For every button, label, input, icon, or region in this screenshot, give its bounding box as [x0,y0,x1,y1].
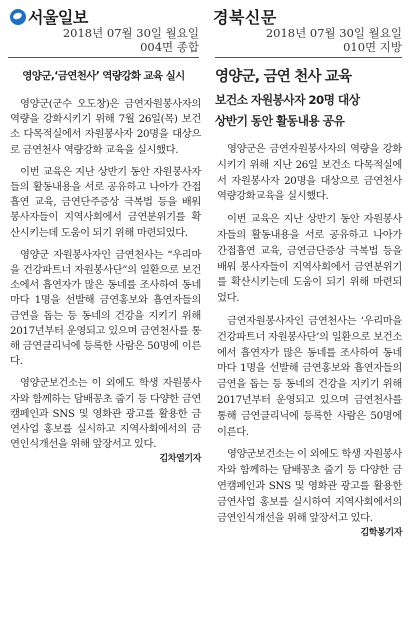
article-headline: 영양군, 금연 천사 교육 [215,69,352,85]
article-body [207,142,410,539]
article-body [0,97,207,465]
page-section: 004면 종합 [140,40,199,54]
paragraph [217,447,402,539]
paragraph: 이번 교육은 지난 상반기 동안 자원봉사자들의 활동내용을 서로 공유하고 나아가 간접흡연 교육, 금연단주증상 극복법 등을 배워 봉사자들이 지역사회에서 금연분위기를 확산시키는데 도움이 되기 위해 마련되었다. [10,165,201,239]
newspaper-logo [10,5,88,28]
subheadline-line: 보건소 자원봉사자 20명 대상 [215,93,360,107]
byline: 김차열기자 [159,454,201,465]
subheadline-line: 상반기 동안 활동내용 공유 [215,114,345,128]
left-masthead [0,0,207,26]
publication-date: 2018년 07월 30일 월요일 [265,26,402,40]
page-section: 010면 지방 [343,40,402,54]
paragraph-text: 영양군보건소는 이 외에도 학생 자원봉사자와 함께하는 담배꽁초 줍기 등 다양한 금연캠페인과 SNS 및 영화관 광고를 활용한 금연사업 홍보를 실시하여 지역사회에서의 금연인식개선을 위해 앞장서고 있다. [217,448,402,524]
newspaper-logo-icon [10,9,26,25]
paragraph: 영양군 자원봉사자인 금연천사는 “우리마을 건강파트너 자원봉사단”의 일환으로 보건소에서 흡연자가 많은 동네를 조사하여 동네마다 1명을 선발해 금연홍보와 흡연자들의 금연을 돕는 등 동네의 건강을 지키기 위해 2017년부터 운영되고 있으며 금연천사를 통해 금연클리닉에 등록한 사람은 50명에 이른다. [10,248,201,368]
publication-date: 2018년 07월 30일 월요일 [62,26,199,40]
article-subheadline [215,90,402,132]
right-masthead [207,0,410,26]
divider [215,57,402,58]
newspaper-name: 경북신문 [213,8,277,27]
paragraph: 영양군(군수 오도창)은 금연자원봉사자의 역량을 강화시키기 위해 7월 26일(목) 보건소 다목적실에서 자원봉사자 20명을 대상으로 금연천사 역량강화 교육을 실시했다. [10,98,201,156]
byline: 김학봉기자 [360,528,402,539]
paragraph: 이번 교육은 지난 상반기 동안 자원봉사자들의 활동내용을 서로 공유하고 나아가 간접흡연 교육, 금연금단증상 극복법 등을 배워 봉사자들이 지역사회에서 금연분위기를 확산시키는데 도움이 되기 위해 마련되었다. [217,213,402,305]
paragraph: 금연자원봉사자인 금연천사는 ‘우리마을 건강파트너 자원봉사단’의 일환으로 보건소에서 흡연자가 많은 동네를 조사하여 동네마다 1명을 선발해 금연홍보와 흡연자들의 금연을 돕는 등 동네의 건강을 지키기 위해 2017년부터 운영되고 있으며 금연천사를 통해 금연클리닉에 등록한 사람은 50명에 이른다. [217,314,402,438]
newspaper-name: 서울일보 [28,8,88,27]
paragraph: 영양군은 금연자원봉사자의 역량을 강화시키기 위해 지난 26일 보건소 다목적실에서 자원봉사자 20명을 대상으로 금연천사 역량강화교육을 실시했다. [217,143,402,203]
article-headline: 영양군,‘금연천사’ 역량강화 교육 실시 [22,70,185,82]
paragraph-text: 영양군보건소는 이 외에도 학생 자원봉사자와 함께하는 담배꽁초 줍기 등 다양한 금연캠페인과 SNS 및 영화관 광고를 활용한 금연사업 홍보를 실시하고 지역사회에서의 금연인식개선을 위해 앞장서고 있다. [10,377,201,451]
divider [8,57,199,58]
right-clipping [207,0,410,637]
paragraph [10,376,201,465]
